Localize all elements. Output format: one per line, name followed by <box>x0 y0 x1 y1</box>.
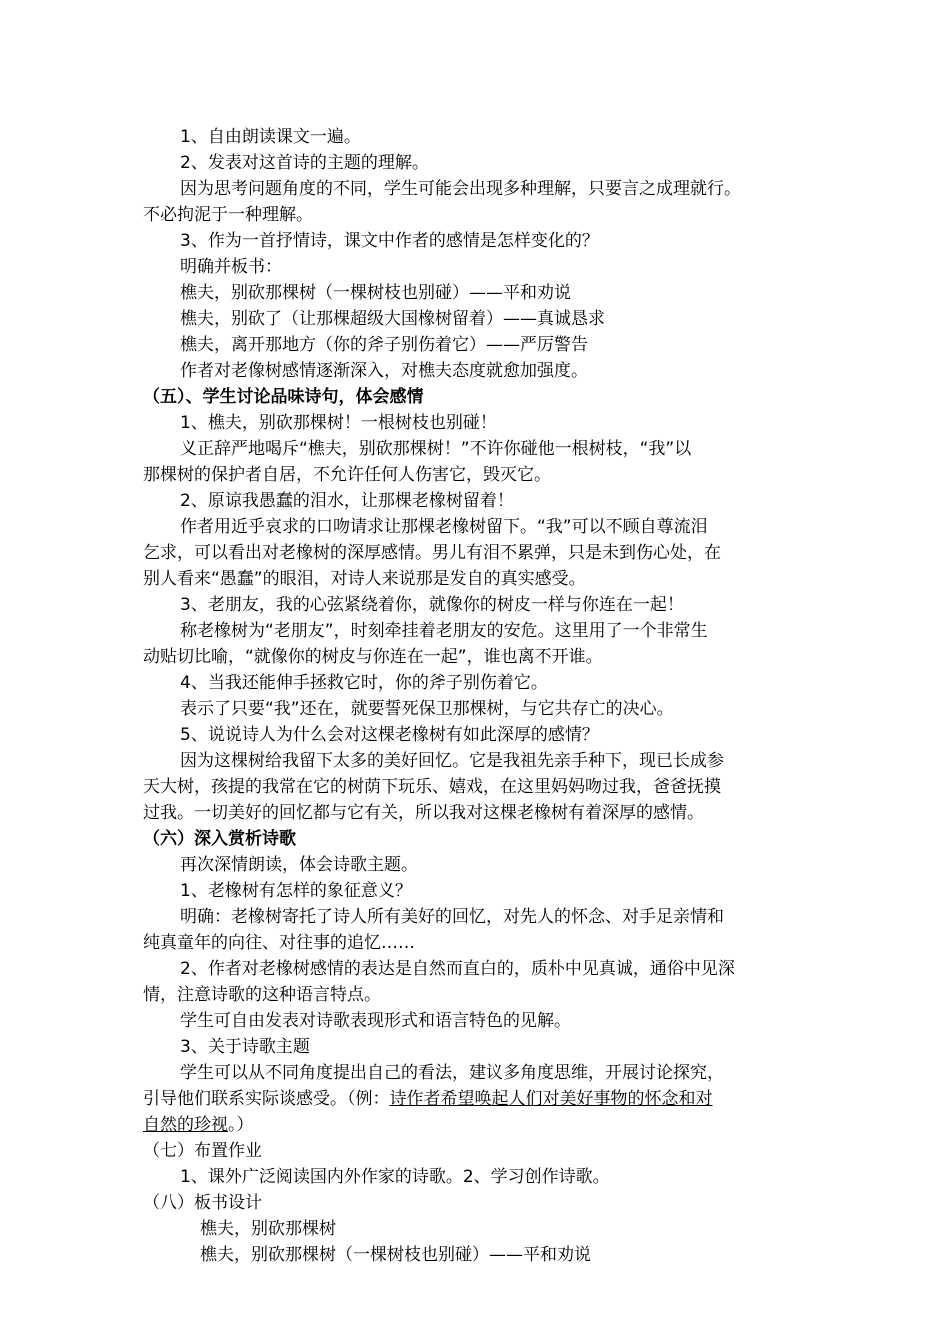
text-line: 3、老朋友，我的心弦紧绕着你，就像你的树皮一样与你连在一起！ <box>180 595 684 615</box>
text-line: 2、原谅我愚蠢的泪水，让那棵老橡树留着！ <box>180 491 514 511</box>
text-line: 樵夫，离开那地方（你的斧子别伤着它）——严厉警告 <box>180 335 588 355</box>
underlined-text: 自然的珍视 <box>143 1115 228 1135</box>
text-line: 再次深情朗读，体会诗歌主题。 <box>180 855 418 875</box>
text-line: 1、课外广泛阅读国内外作家的诗歌。2、学习创作诗歌。 <box>180 1167 610 1187</box>
text-line: 不必拘泥于一种理解。 <box>143 205 313 225</box>
text-line <box>143 1086 813 1112</box>
text-line: 作者对老像树感情逐渐深入，对樵夫态度就愈加强度。 <box>180 361 588 381</box>
text-line: 5、说说诗人为什么会对这棵老橡树有如此深厚的感情？ <box>180 725 599 745</box>
text-line: 1、老橡树有怎样的象征意义？ <box>180 881 412 901</box>
text-line: 天大树，孩提的我常在它的树荫下玩乐、嬉戏，在这里妈妈吻过我，爸爸抚摸 <box>143 777 721 797</box>
text-line: 1、樵夫，别砍那棵树！一根树枝也别碰！ <box>180 413 497 433</box>
section-heading: （八）板书设计 <box>143 1193 262 1213</box>
text-line: 学生可自由发表对诗歌表现形式和语言特色的见解。 <box>180 1011 571 1031</box>
text-line: 乞求，可以看出对老橡树的深厚感情。男儿有泪不累弹，只是未到伤心处，在 <box>143 543 721 563</box>
text-line: 4、当我还能伸手拯救它时，你的斧子别伤着它。 <box>180 673 548 693</box>
text-line: 明确并板书： <box>180 257 282 277</box>
section-heading: （五）、学生讨论品味诗句，体会感情 <box>143 387 424 407</box>
text-line: 因为思考问题角度的不同，学生可能会出现多种理解，只要言之成理就行。 <box>180 179 741 199</box>
text-span: 。） <box>228 1115 254 1135</box>
text-line: 作者用近乎哀求的口吻请求让那棵老橡树留下。“我”可以不顾自尊流泪 <box>180 517 708 537</box>
text-line: 樵夫，别砍了（让那棵超级大国橡树留着）——真诚恳求 <box>180 309 605 329</box>
text-line: 那棵树的保护者自居，不允许任何人伤害它，毁灭它。 <box>143 465 551 485</box>
text-line: 2、作者对老橡树感情的表达是自然而直白的，质朴中见真诚，通俗中见深 <box>180 959 735 979</box>
text-line: 动贴切比喻，“就像你的树皮与你连在一起”，谁也离不开谁。 <box>143 647 603 667</box>
text-line: 别人看来“愚蠢”的眼泪，对诗人来说那是发自的真实感受。 <box>143 569 586 589</box>
text-line: 情，注意诗歌的这种语言特点。 <box>143 985 381 1005</box>
text-line: 3、关于诗歌主题 <box>180 1037 310 1057</box>
section-heading: （六）深入赏析诗歌 <box>143 829 296 849</box>
text-line <box>143 1112 813 1138</box>
underlined-text: 诗作者希望唤起人们对美好事物的怀念和对 <box>389 1089 713 1109</box>
text-line: 义正辞严地喝斥“樵夫，别砍那棵树！”不许你碰他一根树枝，“我”以 <box>180 439 692 459</box>
text-line: 樵夫，别砍那棵树（一棵树枝也别碰）——平和劝说 <box>200 1245 591 1265</box>
section-heading: （七）布置作业 <box>143 1141 262 1161</box>
text-span: 引导他们联系实际谈感受。（例： <box>143 1089 390 1109</box>
text-line: 称老橡树为“老朋友”，时刻牵挂着老朋友的安危。这里用了一个非常生 <box>180 621 708 641</box>
text-line: 因为这棵树给我留下太多的美好回忆。它是我祖先亲手种下，现已长成参 <box>180 751 724 771</box>
text-line: 纯真童年的向往、对往事的追忆…… <box>143 933 415 953</box>
text-line: 学生可以从不同角度提出自己的看法，建议多角度思维，开展讨论探究， <box>180 1063 724 1083</box>
text-line: 过我。一切美好的回忆都与它有关，所以我对这棵老橡树有着深厚的感情。 <box>143 803 704 823</box>
text-line: 樵夫，别砍那棵树 <box>200 1219 336 1239</box>
text-line: 2、发表对这首诗的主题的理解。 <box>180 153 429 173</box>
text-line: 明确：老橡树寄托了诗人所有美好的回忆，对先人的怀念、对手足亲情和 <box>180 907 724 927</box>
text-line: 1、自由朗读课文一遍。 <box>180 127 361 147</box>
text-line: 樵夫，别砍那棵树（一棵树枝也别碰）——平和劝说 <box>180 283 571 303</box>
text-line: 3、作为一首抒情诗，课文中作者的感情是怎样变化的？ <box>180 231 599 251</box>
text-line: 表示了只要“我”还在，就要誓死保卫那棵树，与它共存亡的决心。 <box>180 699 674 719</box>
